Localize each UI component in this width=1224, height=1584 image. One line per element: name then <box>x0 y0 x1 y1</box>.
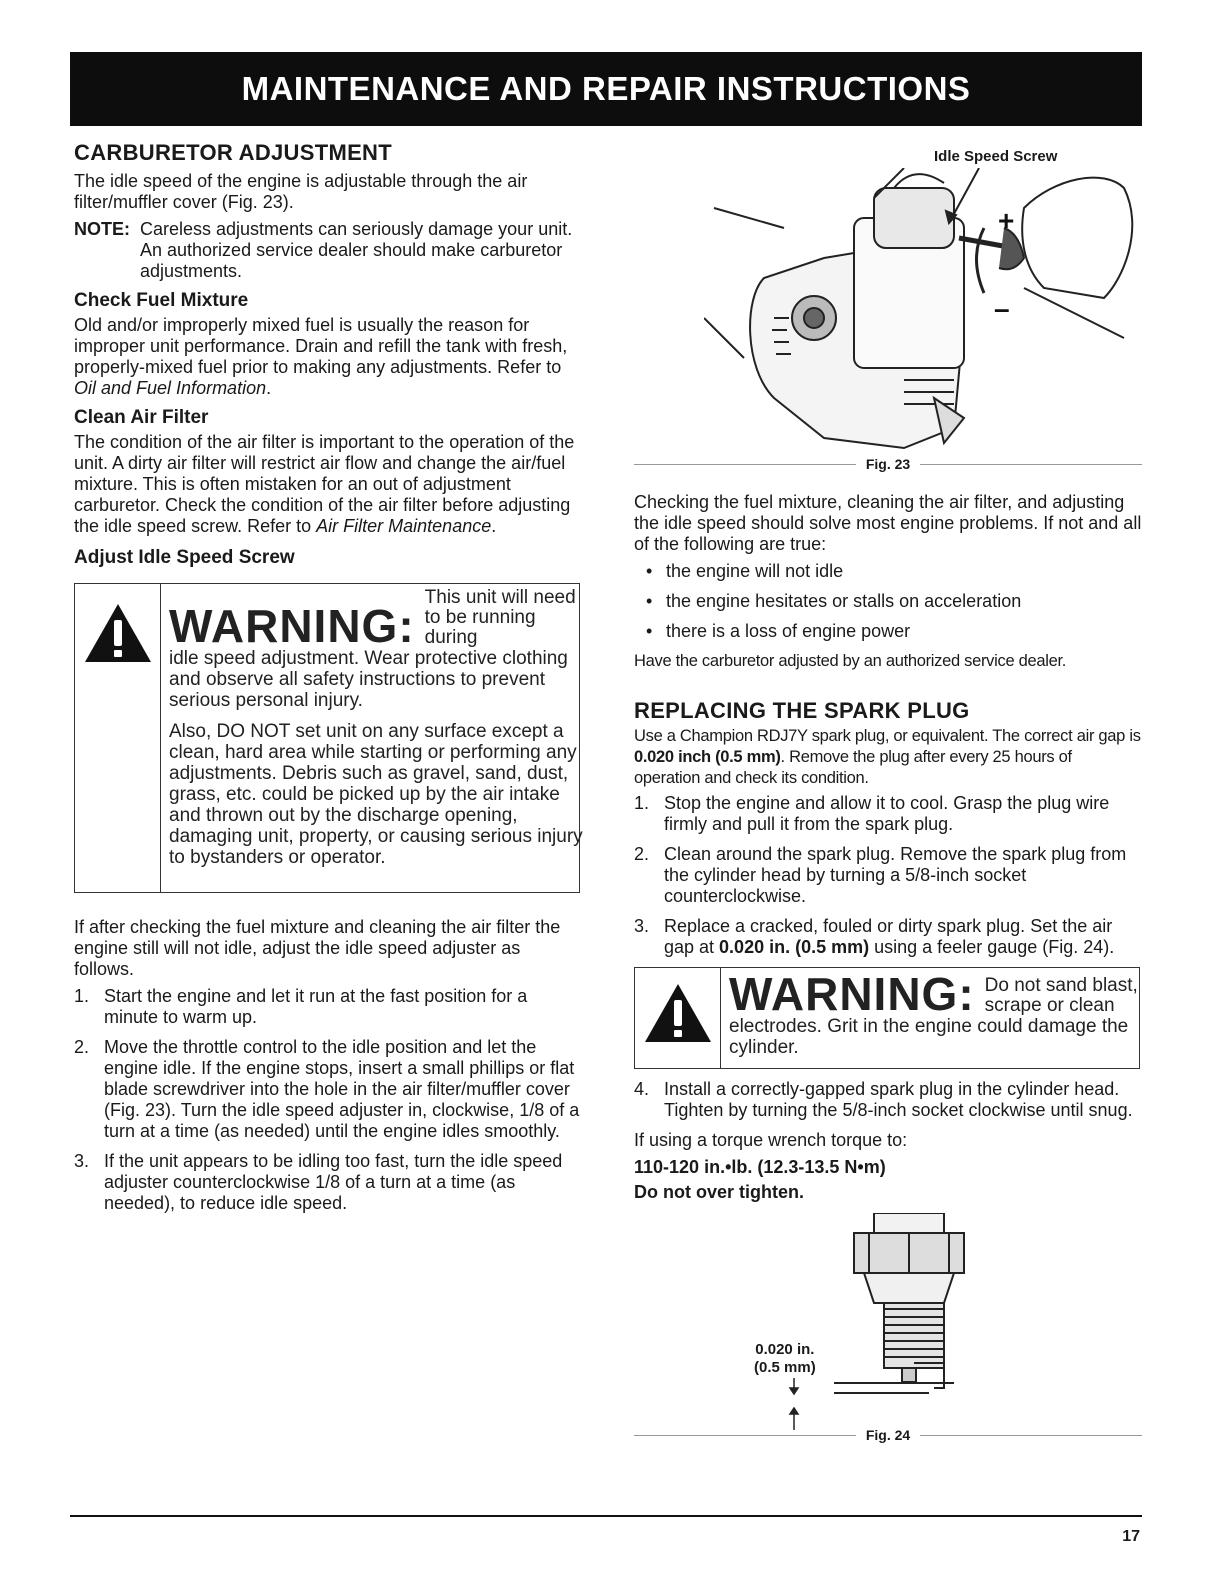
torque-warning: Do not over tighten. <box>634 1182 804 1202</box>
spark-step: 2. Clean around the spark plug. Remove the spark plug from the cylinder head by turning a 5/8-inch socket counterclockwise. <box>634 844 1127 906</box>
condition-item: • there is a loss of engine power <box>646 621 911 641</box>
condition-item: • the engine hesitates or stalls on acceleration <box>646 591 1022 611</box>
air-filter-heading: Clean Air Filter <box>74 407 209 428</box>
warning-icon-cell <box>635 968 721 1068</box>
note-text: Careless adjustments can seriously damage your unit. An authorized service dealer should make carburetor adjustments. <box>140 219 573 281</box>
idle-step: 3. If the unit appears to be idling too fast, turn the idle speed adjuster counterclockwise 1/8 of a turn at a time (as needed), to reduce idle speed. <box>74 1151 563 1213</box>
plus-sign: + <box>998 205 1015 236</box>
warning-box-sandblast <box>634 967 1140 1069</box>
idle-speed-screw-callout: Idle Speed Screw <box>934 148 1058 165</box>
page-title-banner <box>70 52 1142 126</box>
warning-word-2: WARNING: <box>729 968 975 1020</box>
conditions-list <box>646 561 1142 642</box>
fuel-mixture-heading: Check Fuel Mixture <box>74 290 249 311</box>
spark-plug-intro: Use a Champion RDJ7Y spark plug, or equivalent. The correct air gap is 0.020 inch (0.5 mm). Remove the plug after every 25 hours of operation and check its condition. <box>634 727 1141 787</box>
page-title: MAINTENANCE AND REPAIR INSTRUCTIONS <box>241 70 971 107</box>
carburetor-note <box>74 219 584 282</box>
right-column <box>634 140 1142 1445</box>
warning1-para2: Also, DO NOT set unit on any surface except a clean, hard area while starting or performing any adjustments. Debris such as gravel, sand, dust, grass, etc. could be picked up by the air intake and thrown out by the discharge opening, damaging unit, property, or causing serious injury to bystanders or operator. <box>169 721 583 868</box>
after-check-text: If after checking the fuel mixture and cleaning the air filter the engine still will not idle, adjust the idle speed adjuster as follows. <box>74 917 561 979</box>
warning-head-2 <box>729 968 1145 1020</box>
check-summary-text: Checking the fuel mixture, cleaning the air filter, and adjusting the idle speed should solve most engine problems. If not and all of the following are true: <box>634 492 1142 554</box>
note-label: NOTE: <box>74 219 130 239</box>
spark-steps-list-cont <box>634 1079 1142 1121</box>
engine-illustration <box>704 168 1144 458</box>
page-number: 17 <box>1122 1528 1140 1545</box>
feeler-gap-value: 0.020 in. (0.5 mm) <box>719 937 870 957</box>
fig24-caption: Fig. 24 <box>865 1427 911 1443</box>
fig23-caption-row <box>634 456 1142 472</box>
idle-step: 1. Start the engine and let it run at the fast position for a minute to warm up. <box>74 986 528 1027</box>
caption-rule <box>634 1435 856 1436</box>
warning2-first-line: Do not sand blast, scrape or clean <box>984 975 1138 1016</box>
warning1-rest: idle speed adjustment. Wear protective clothing and observe all safety instructions to prevent serious personal injury. <box>169 648 568 711</box>
idle-speed-heading: Adjust Idle Speed Screw <box>74 547 295 568</box>
idle-step: 2. Move the throttle control to the idle position and let the engine idle. If the engine stops, insert a small phillips or flat blade screwdriver into the hole in the air filter/muffler cover (Fig. 23). Turn the idle speed adjuster in, clockwise, 1/8 of a turn at a time (as needed) until the engine idles smoothly. <box>74 1037 580 1141</box>
dealer-text: Have the carburetor adjusted by an authorized service dealer. <box>634 652 1067 670</box>
gap-millimeters: (0.5 mm) <box>754 1359 816 1376</box>
gap-arrows <box>784 1378 804 1433</box>
fuel-ref: Oil and Fuel Information <box>74 378 267 398</box>
fuel-mixture-body: Old and/or improperly mixed fuel is usually the reason for improper unit performance. Drain and refill the tank with fresh, properly-mixed fuel prior to making any adjustments. Refer to <box>74 315 568 377</box>
warning2-rest: electrodes. Grit in the engine could damage the cylinder. <box>729 1016 1129 1058</box>
warning-text-2 <box>721 968 1153 1068</box>
figure-24 <box>634 1213 1142 1445</box>
warning-icon-cell <box>75 584 161 892</box>
air-filter-body: The condition of the air filter is important to the operation of the unit. A dirty air filter will restrict air flow and change the air/fuel mixture. This is often mistaken for an out of adjustment carburetor. Check the condition of the air filter before adjusting the idle speed screw. Refer to <box>74 432 575 536</box>
spark-steps-list <box>634 793 1142 958</box>
warning1-first-line: This unit will need to be running during <box>424 587 576 648</box>
spark-plug-heading: REPLACING THE SPARK PLUG <box>634 698 970 723</box>
caption-rule <box>634 464 856 465</box>
spark-plug-illustration <box>814 1213 994 1403</box>
spark-step: 4. Install a correctly-gapped spark plug in the cylinder head. Tighten by turning the 5/8-inch socket clockwise until snug. <box>634 1079 1133 1120</box>
gap-label <box>754 1341 816 1377</box>
air-filter-ref: Air Filter Maintenance <box>316 516 492 536</box>
fig23-caption: Fig. 23 <box>865 456 911 472</box>
caption-rule <box>920 1435 1142 1436</box>
figure-23 <box>634 140 1142 480</box>
idle-steps-list <box>74 986 584 1214</box>
torque-text: If using a torque wrench torque to: <box>634 1130 908 1150</box>
warning-triangle-icon <box>643 982 713 1044</box>
air-gap-value: 0.020 inch (0.5 mm) <box>634 748 781 766</box>
fuel-mixture-text: Old and/or improperly mixed fuel is usually the reason for improper unit performance. Drain and refill the tank with fresh, properly-mixed fuel prior to making any adjustments. Refer to Oil and Fuel Information. <box>74 315 568 398</box>
torque-value: 110-120 in.•lb. (12.3-13.5 N•m) <box>634 1157 886 1177</box>
warning-word-1: WARNING: <box>169 600 415 652</box>
minus-sign: – <box>994 293 1010 324</box>
spark-step: 3. Replace a cracked, fouled or dirty spark plug. Set the air gap at 0.020 in. (0.5 mm) using a feeler gauge (Fig. 24). <box>634 916 1115 957</box>
warning-text-1 <box>161 584 601 892</box>
carburetor-intro: The idle speed of the engine is adjustable through the air filter/muffler cover (Fig. 23). <box>74 171 528 212</box>
warning-triangle-icon <box>83 602 153 664</box>
left-column <box>74 140 584 1223</box>
carburetor-heading: CARBURETOR ADJUSTMENT <box>74 140 392 165</box>
gap-inches: 0.020 in. <box>755 1341 815 1358</box>
warning-head-1 <box>169 587 593 652</box>
condition-item: • the engine will not idle <box>646 561 844 581</box>
footer-rule <box>70 1515 1142 1517</box>
warning-box-running <box>74 583 583 893</box>
fig24-caption-row <box>634 1427 1142 1443</box>
spark-step: 1. Stop the engine and allow it to cool. Grasp the plug wire firmly and pull it from the spark plug. <box>634 793 1110 834</box>
air-filter-text: The condition of the air filter is important to the operation of the unit. A dirty air filter will restrict air flow and change the air/fuel mixture. This is often mistaken for an out of adjustment carburetor. Check the condition of the air filter before adjusting the idle speed screw. Refer to Air Filter Maintenance. <box>74 432 575 536</box>
caption-rule <box>920 464 1142 465</box>
